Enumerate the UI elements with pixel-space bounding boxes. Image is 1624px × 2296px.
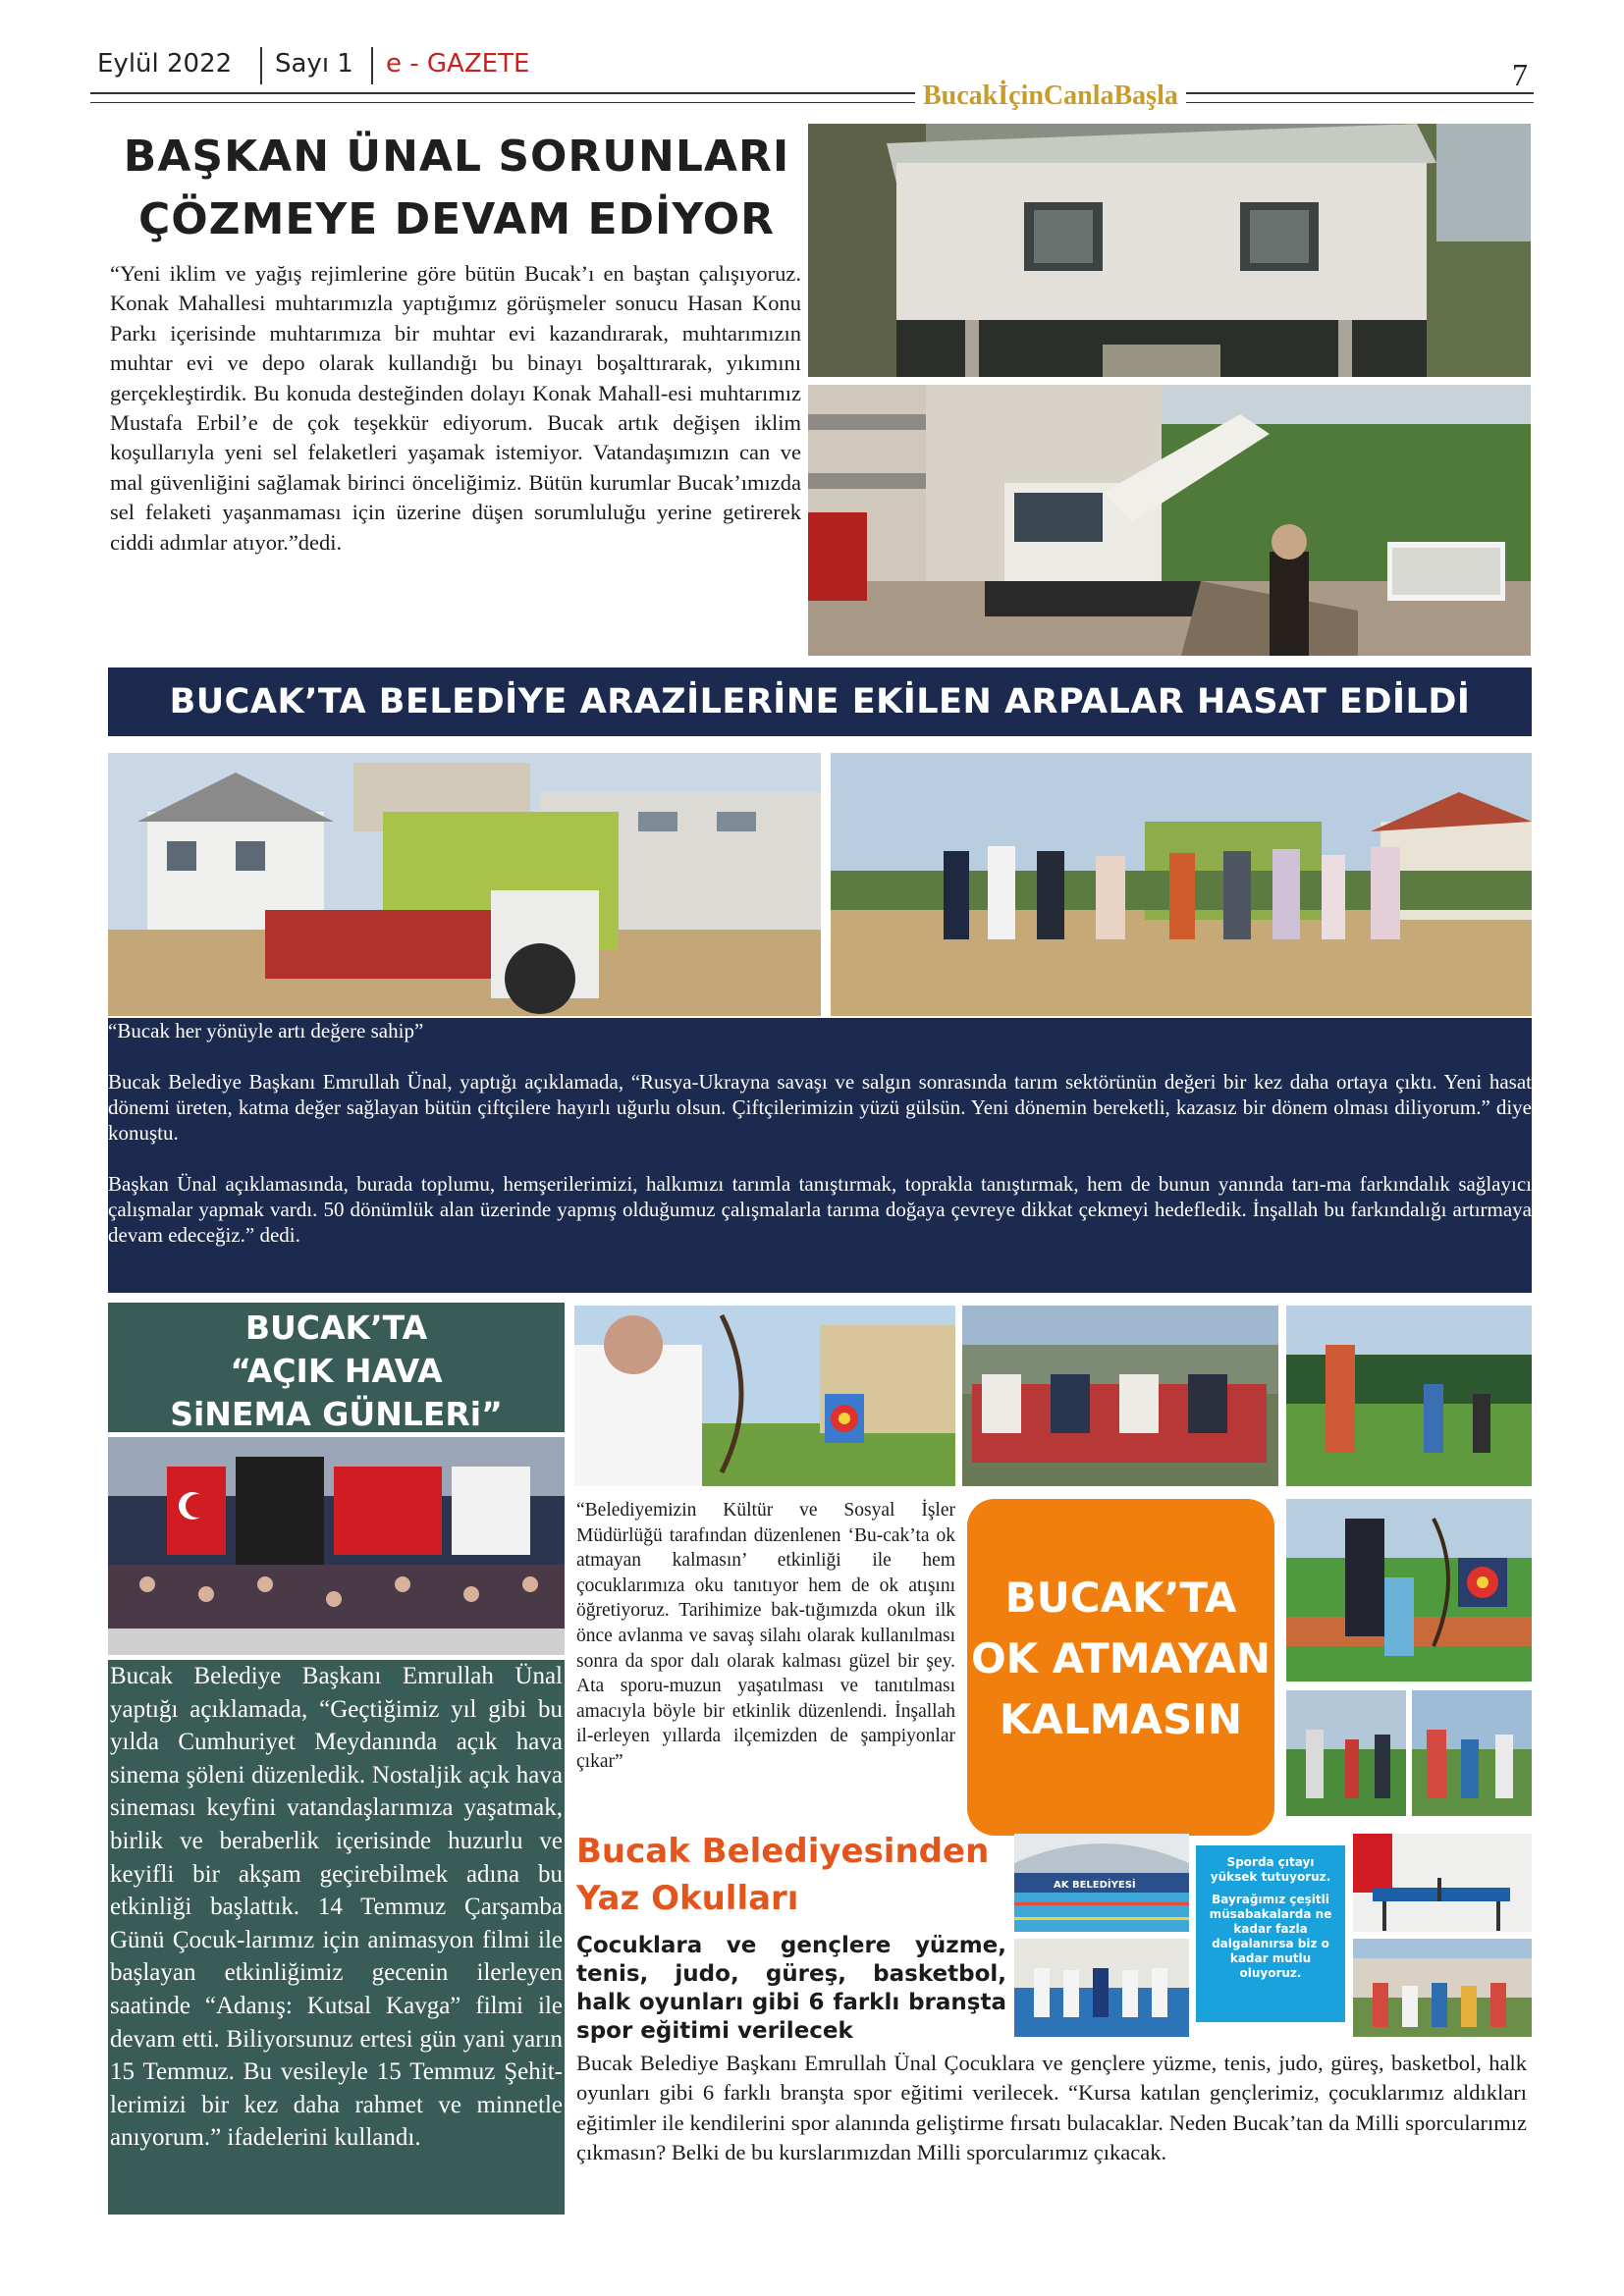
photo-judo-class <box>1014 1939 1189 2037</box>
article5-subtitle: Çocuklara ve gençlere yüzme, tenis, judo, güreş, basketbol, halk oyunları gibi 6 farklı branşta spor eğitimi verilecek <box>576 1933 1006 2044</box>
photo-archery-coach <box>1286 1306 1532 1486</box>
photo-mayor-archery <box>574 1306 955 1486</box>
article3-title-line3: SiNEMA GÜNLERi” <box>170 1395 503 1433</box>
article3-title-line2: “AÇIK HAVA <box>230 1352 443 1390</box>
issue-number: Sayı 1 <box>275 49 353 79</box>
article4-quote: “Belediyemizin Kültür ve Sosyal İşler Müdürlüğü tarafından düzenlenen ‘Bu-cak’ta ok atmayan kalmasın’ etkinliği ile hem çocuklarımıza oku tanıtıyor hem de ok atışını öğretiyoruz. Tarihimize bak-tığımızda okun ilk önce avlanma ve savaş silahı olarak kullanılması sonra da spor dalı olarak kalması güzel bir şey. Ata sporu-muzun yaşatılması ve tanıtılması amacıyla böyle bir etkinlik düzenlendi. İnşallah il-erleyen yıllarda ilçemizden de şampiyonlar çıkar” <box>576 1500 955 1772</box>
sports-badge <box>1196 1845 1345 2022</box>
article3-title-line1: BUCAK’TA <box>244 1308 428 1347</box>
article4-title-line1: BUCAK’TA <box>1004 1574 1237 1622</box>
photo-combine-harvester <box>108 753 821 1016</box>
photo-officials-in-field <box>831 753 1532 1016</box>
sports-badge-line2: Bayrağımız çeşitli müsabakalarda ne kadar fazla dalgalanırsa biz o kadar mutlu oluyoruz. <box>1209 1893 1332 1980</box>
article4-title-line2: OK ATMAYAN <box>970 1634 1272 1682</box>
article3-title <box>108 1303 565 1432</box>
article2-text-box <box>108 1018 1532 1293</box>
slogan: BucakİçinCanlaBaşla <box>915 80 1186 112</box>
photo-child-archer <box>1286 1499 1532 1682</box>
edition-label: e - GAZETE <box>386 49 530 79</box>
article1-title <box>108 126 805 251</box>
article2-headline: BUCAK’TA BELEDİYE ARAZİLERİNE EKİLEN ARPALAR HASAT EDİLDİ <box>108 667 1532 736</box>
article1-title-line2: ÇÖZMEYE DEVAM EDİYOR <box>137 194 775 244</box>
header-rule <box>90 92 1534 94</box>
article3-body: Bucak Belediye Başkanı Emrullah Ünal yaptığı açıklamada, “Geçtiğimiz yıl gibi bu yılda Cumhuriyet Meydanında açık hava sinema şöleni düzenledik. Nostaljik açık hava sineması keyfini vatandaşlarımıza yaşatmak, birlik ve beraberlik içerisinde huzurlu ve keyifli bir akşam geçirebilmek adına bu etkinliği başlattık. 14 Temmuz Çarşamba Günü Çocuk-larımız için animasyon filmi ile başlayan etkinliğimiz gecenin ilerleyen saatinde “Adanış: Kutsal Kavga” filmi ile devam etti. Biliyorsunuz ertesi gün yani yarın 15 Temmuz. Bu vesileyle 15 Temmuz Şehit-lerimizi bir kez daha rahmet ve minnetle anıyorum.” ifadelerini kullandı. <box>108 1660 565 2215</box>
issue-date: Eylül 2022 <box>97 49 233 79</box>
photo-archery-kids <box>1412 1690 1532 1816</box>
pool-sign-text: AK BELEDİYESİ <box>1054 1880 1136 1891</box>
article5-title <box>576 1828 1008 1922</box>
article5-title-line2: Yaz Okulları <box>576 1879 799 1918</box>
article5-title-line1: Bucak Belediyesinden <box>576 1832 990 1871</box>
article2-paragraph1: Bucak Belediye Başkanı Emrullah Ünal, yaptığı açıklamada, “Rusya-Ukrayna savaşı ve salgın sonrasında tarım sektörünün değeri bir kez daha ortaya çıktı. Yeni hasat dönemi üreten, katma değer sağlayan bütün çiftçilere hayırlı uğurlu olsun. Çiftçilerimizin yüzü gülsün. Yeni dönemin bereketli, kazasız bir dönem olması diliyorum.” diye konuştu. <box>108 1070 1532 1145</box>
photo-table-tennis <box>1353 1834 1532 1932</box>
sports-badge-line1: Sporda çıtayı yüksek tutuyoruz. <box>1210 1855 1331 1884</box>
photo-demolition-excavator <box>808 385 1531 656</box>
photo-open-air-cinema <box>108 1437 565 1655</box>
article1-title-line1: BAŞKAN ÜNAL SORUNLARI <box>123 132 790 182</box>
header-rule-thin <box>90 102 1534 103</box>
article1-body: “Yeni iklim ve yağış rejimlerine göre bütün Bucak’ı en baştan çalışıyoruz. Konak Mahallesi muhtarımızla yaptığımız görüşmeler sonucu Hasan Konu Parkı içerisinde muhtarımıza bir muhtar evi kazandırarak, muhtarımızın muhtar evi ve depo olarak kullandığı bu binayı boşalttırarak, yıkımını gerçekleştirdik. Bu konuda desteğinden dolayı Konak Mahall-esi muhtarımız Mustafa Erbil’e de çok teşekkür ediyorum. Bucak artık değişen iklim koşullarıyla yeni sel felaketleri yaşamak istemiyor. Vatandaşımızın can ve mal güvenliğini sağlamak birinci önceliğimiz. Bütün kurumlar Bucak’ımızda sel felaketi yaşanmaması için üzerine düşen sorumluluğu yerine getirerek ciddi adımlar atıyor.”dedi. <box>110 261 801 555</box>
page-number: 7 <box>1512 57 1528 92</box>
photo-kids-outdoor <box>1353 1939 1532 2037</box>
article4-title-box <box>967 1499 1274 1836</box>
photo-archery-practice <box>1286 1690 1406 1816</box>
article2-subhead: “Bucak her yönüyle artı değere sahip” <box>108 1019 424 1042</box>
article4-title-line3: KALMASIN <box>999 1695 1243 1743</box>
photo-children-group <box>962 1306 1278 1486</box>
article2-paragraph2: Başkan Ünal açıklamasında, burada toplumu, hemşerilerimizi, halkımızı tarımla tanıştırmak, toprakla tanıştırmak, hem de bunun yanında tarı-ma farkındalık sağlayıcı çalışmalar yapmak vardı. 50 dönümlük alan üzerinde yapmış olduğumuz çalışmalarla tarıma doğaya çevreye dikkat çekmeyi hedefledik. İnşallah bu farkındalığı artırmaya devam edeceğiz.” dedi. <box>108 1172 1532 1247</box>
photo-old-house <box>808 124 1531 377</box>
photo-swimming-pool <box>1014 1834 1189 1932</box>
header-separator <box>260 47 262 84</box>
header-separator <box>371 47 373 84</box>
article5-body: Bucak Belediye Başkanı Emrullah Ünal Çocuklara ve gençlere yüzme, tenis, judo, güreş, basketbol, halk oyunları gibi 6 farklı branşta spor eğitimi verilecek. “Kursa katılan gençlerimiz, çocuklarımız aldıkları eğitimler ile kendilerini spor alanında geliştirme fırsatı bulacaklar. Neden Bucak’tan da Milli sporcularımız çıkmasın? Belki de bu kurslarımızdan Milli sporcularımız çıkacak. <box>576 2051 1527 2165</box>
